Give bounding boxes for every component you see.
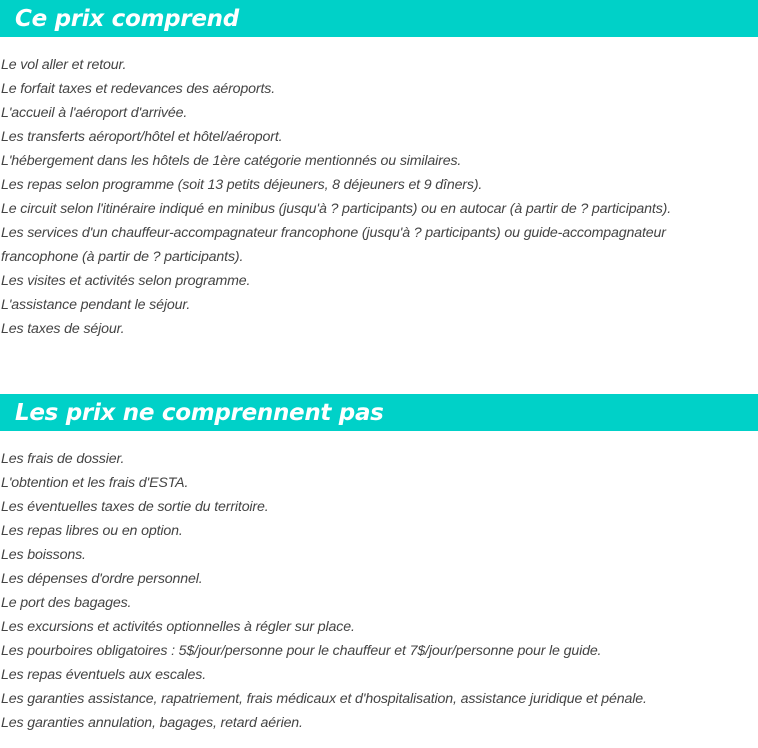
excluded-item: L'obtention et les frais d'ESTA.	[1, 475, 189, 491]
excluded-item: Les repas libres ou en option.	[1, 523, 183, 539]
included-title: Ce prix comprend	[15, 5, 239, 32]
excluded-title: Les prix ne comprennent pas	[15, 399, 384, 426]
included-item: Les visites et activités selon programme.	[1, 273, 251, 289]
included-item: L'assistance pendant le séjour.	[1, 297, 191, 313]
included-list	[0, 37, 758, 341]
excluded-section	[0, 394, 758, 735]
included-item: Les transferts aéroport/hôtel et hôtel/aéroport.	[1, 129, 283, 145]
excluded-item: Les dépenses d'ordre personnel.	[1, 571, 203, 587]
excluded-item: Les éventuelles taxes de sortie du territoire.	[1, 499, 269, 515]
excluded-item: Les excursions et activités optionnelles à régler sur place.	[1, 619, 355, 635]
included-item: Le circuit selon l'itinéraire indiqué en minibus (jusqu'à ? participants) ou en autocar (à partir de ? participants).	[1, 201, 672, 217]
included-item: L'hébergement dans les hôtels de 1ère catégorie mentionnés ou similaires.	[1, 153, 462, 169]
excluded-item: Les frais de dossier.	[1, 451, 125, 467]
included-item: Les services d'un chauffeur-accompagnateur francophone (jusqu'à ? participants) ou guide-accompagnateur francophone (à partir de ? participants).	[1, 225, 666, 265]
excluded-item: Le port des bagages.	[1, 595, 132, 611]
included-item: L'accueil à l'aéroport d'arrivée.	[1, 105, 188, 121]
excluded-item: Les pourboires obligatoires : 5$/jour/personne pour le chauffeur et 7$/jour/personne pour le guide.	[1, 643, 602, 659]
included-item: Les repas selon programme (soit 13 petits déjeuners, 8 déjeuners et 9 dîners).	[1, 177, 483, 193]
excluded-item: Les boissons.	[1, 547, 86, 563]
excluded-list	[0, 431, 758, 735]
excluded-item: Les repas éventuels aux escales.	[1, 667, 206, 683]
included-section	[0, 0, 758, 341]
included-item: Les taxes de séjour.	[1, 321, 125, 337]
included-header	[0, 0, 758, 37]
included-item: Le forfait taxes et redevances des aéroports.	[1, 81, 276, 97]
included-item: Le vol aller et retour.	[1, 57, 127, 73]
excluded-header	[0, 394, 758, 431]
excluded-item: Les garanties annulation, bagages, retard aérien.	[1, 715, 303, 731]
excluded-item: Les garanties assistance, rapatriement, frais médicaux et d'hospitalisation, assistance juridique et pénale.	[1, 691, 647, 707]
